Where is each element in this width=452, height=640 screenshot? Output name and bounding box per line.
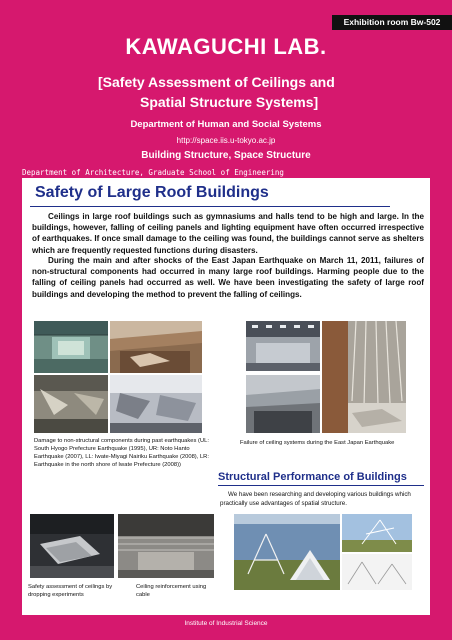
structural-text: We have been researching and developing various buildings which practically use advantages of spatial structure. <box>220 491 411 507</box>
department: Department of Human and Social Systems <box>130 119 322 130</box>
exhibition-room-label: Exhibition room Bw-502 <box>332 15 452 30</box>
department-secondary: Department of Architecture, Graduate School of Engineering <box>22 168 284 177</box>
section-heading-structural: Structural Performance of Buildings <box>218 471 407 483</box>
photo-gym-damage-ul <box>34 321 108 373</box>
photo-failure-2 <box>246 375 320 433</box>
caption-reinforcement: Ceiling reinforcement using cable <box>136 584 207 598</box>
content-panel <box>22 178 430 615</box>
subtitle-line-2: Spatial Structure Systems] <box>140 94 319 110</box>
caption-drop-test: Safety assessment of ceilings by dropping experiments <box>28 584 113 598</box>
photo-ceiling-damage-lr <box>110 375 202 433</box>
photo-spatial-structures <box>234 514 340 590</box>
research-field: Building Structure, Space Structure <box>141 150 311 161</box>
photo-failure-1 <box>246 321 320 371</box>
paragraph-2: During the main and after shocks of the East Japan Earthquake on March 11, 2011, failures of non-structural components had occurred in many large roof buildings. Harming people due to the falling of ceiling panels had occurred as well. We have been investigating the safety of large roof buildings and developing the method to prevent the falling of ceilings. <box>32 256 424 299</box>
section-heading-roof: Safety of Large Roof Buildings <box>35 184 269 201</box>
caption-failure: Failure of ceiling systems during the East Japan Earthquake <box>240 440 395 446</box>
lab-url[interactable]: http://space.iis.u-tokyo.ac.jp <box>176 136 276 145</box>
photo-ceiling-damage-ll <box>34 375 108 433</box>
photo-drop-test <box>30 514 114 578</box>
institute-footer: Institute of Industrial Science <box>184 620 268 627</box>
photo-hall-damage-ur <box>110 321 202 373</box>
photo-tensegrity <box>342 514 412 552</box>
heading-underline <box>30 206 390 207</box>
caption-damage: Damage to non-structural components during past earthquakes (UL: South Hyogo Prefecture Earthquake (1995), UR: Noto Hanto Earthquake (2007), LL: Iwate-Miyagi Nairiku Earthquake (2008), LR: Earthquake in the north shore of Iwate Prefecture (2008)) <box>34 438 209 468</box>
subtitle-line-1: [Safety Assessment of Ceilings and <box>98 74 335 90</box>
heading-underline-structural <box>218 485 424 486</box>
photo-white-frame <box>342 554 412 590</box>
paragraph-1: Ceilings in large roof buildings such as gymnasiums and halls tend to be high and large. In the buildings, however, falling of ceiling panels and lighting equipment have often occurred irrespective of earthquakes. If once small damage to the ceiling was found, the buildings cannot serve as shelters which are frequently requested functions during disasters. <box>32 212 424 255</box>
photo-cable-reinforcement <box>118 514 214 578</box>
lab-title: KAWAGUCHI LAB. <box>125 34 327 59</box>
photo-failure-3 <box>322 321 406 433</box>
